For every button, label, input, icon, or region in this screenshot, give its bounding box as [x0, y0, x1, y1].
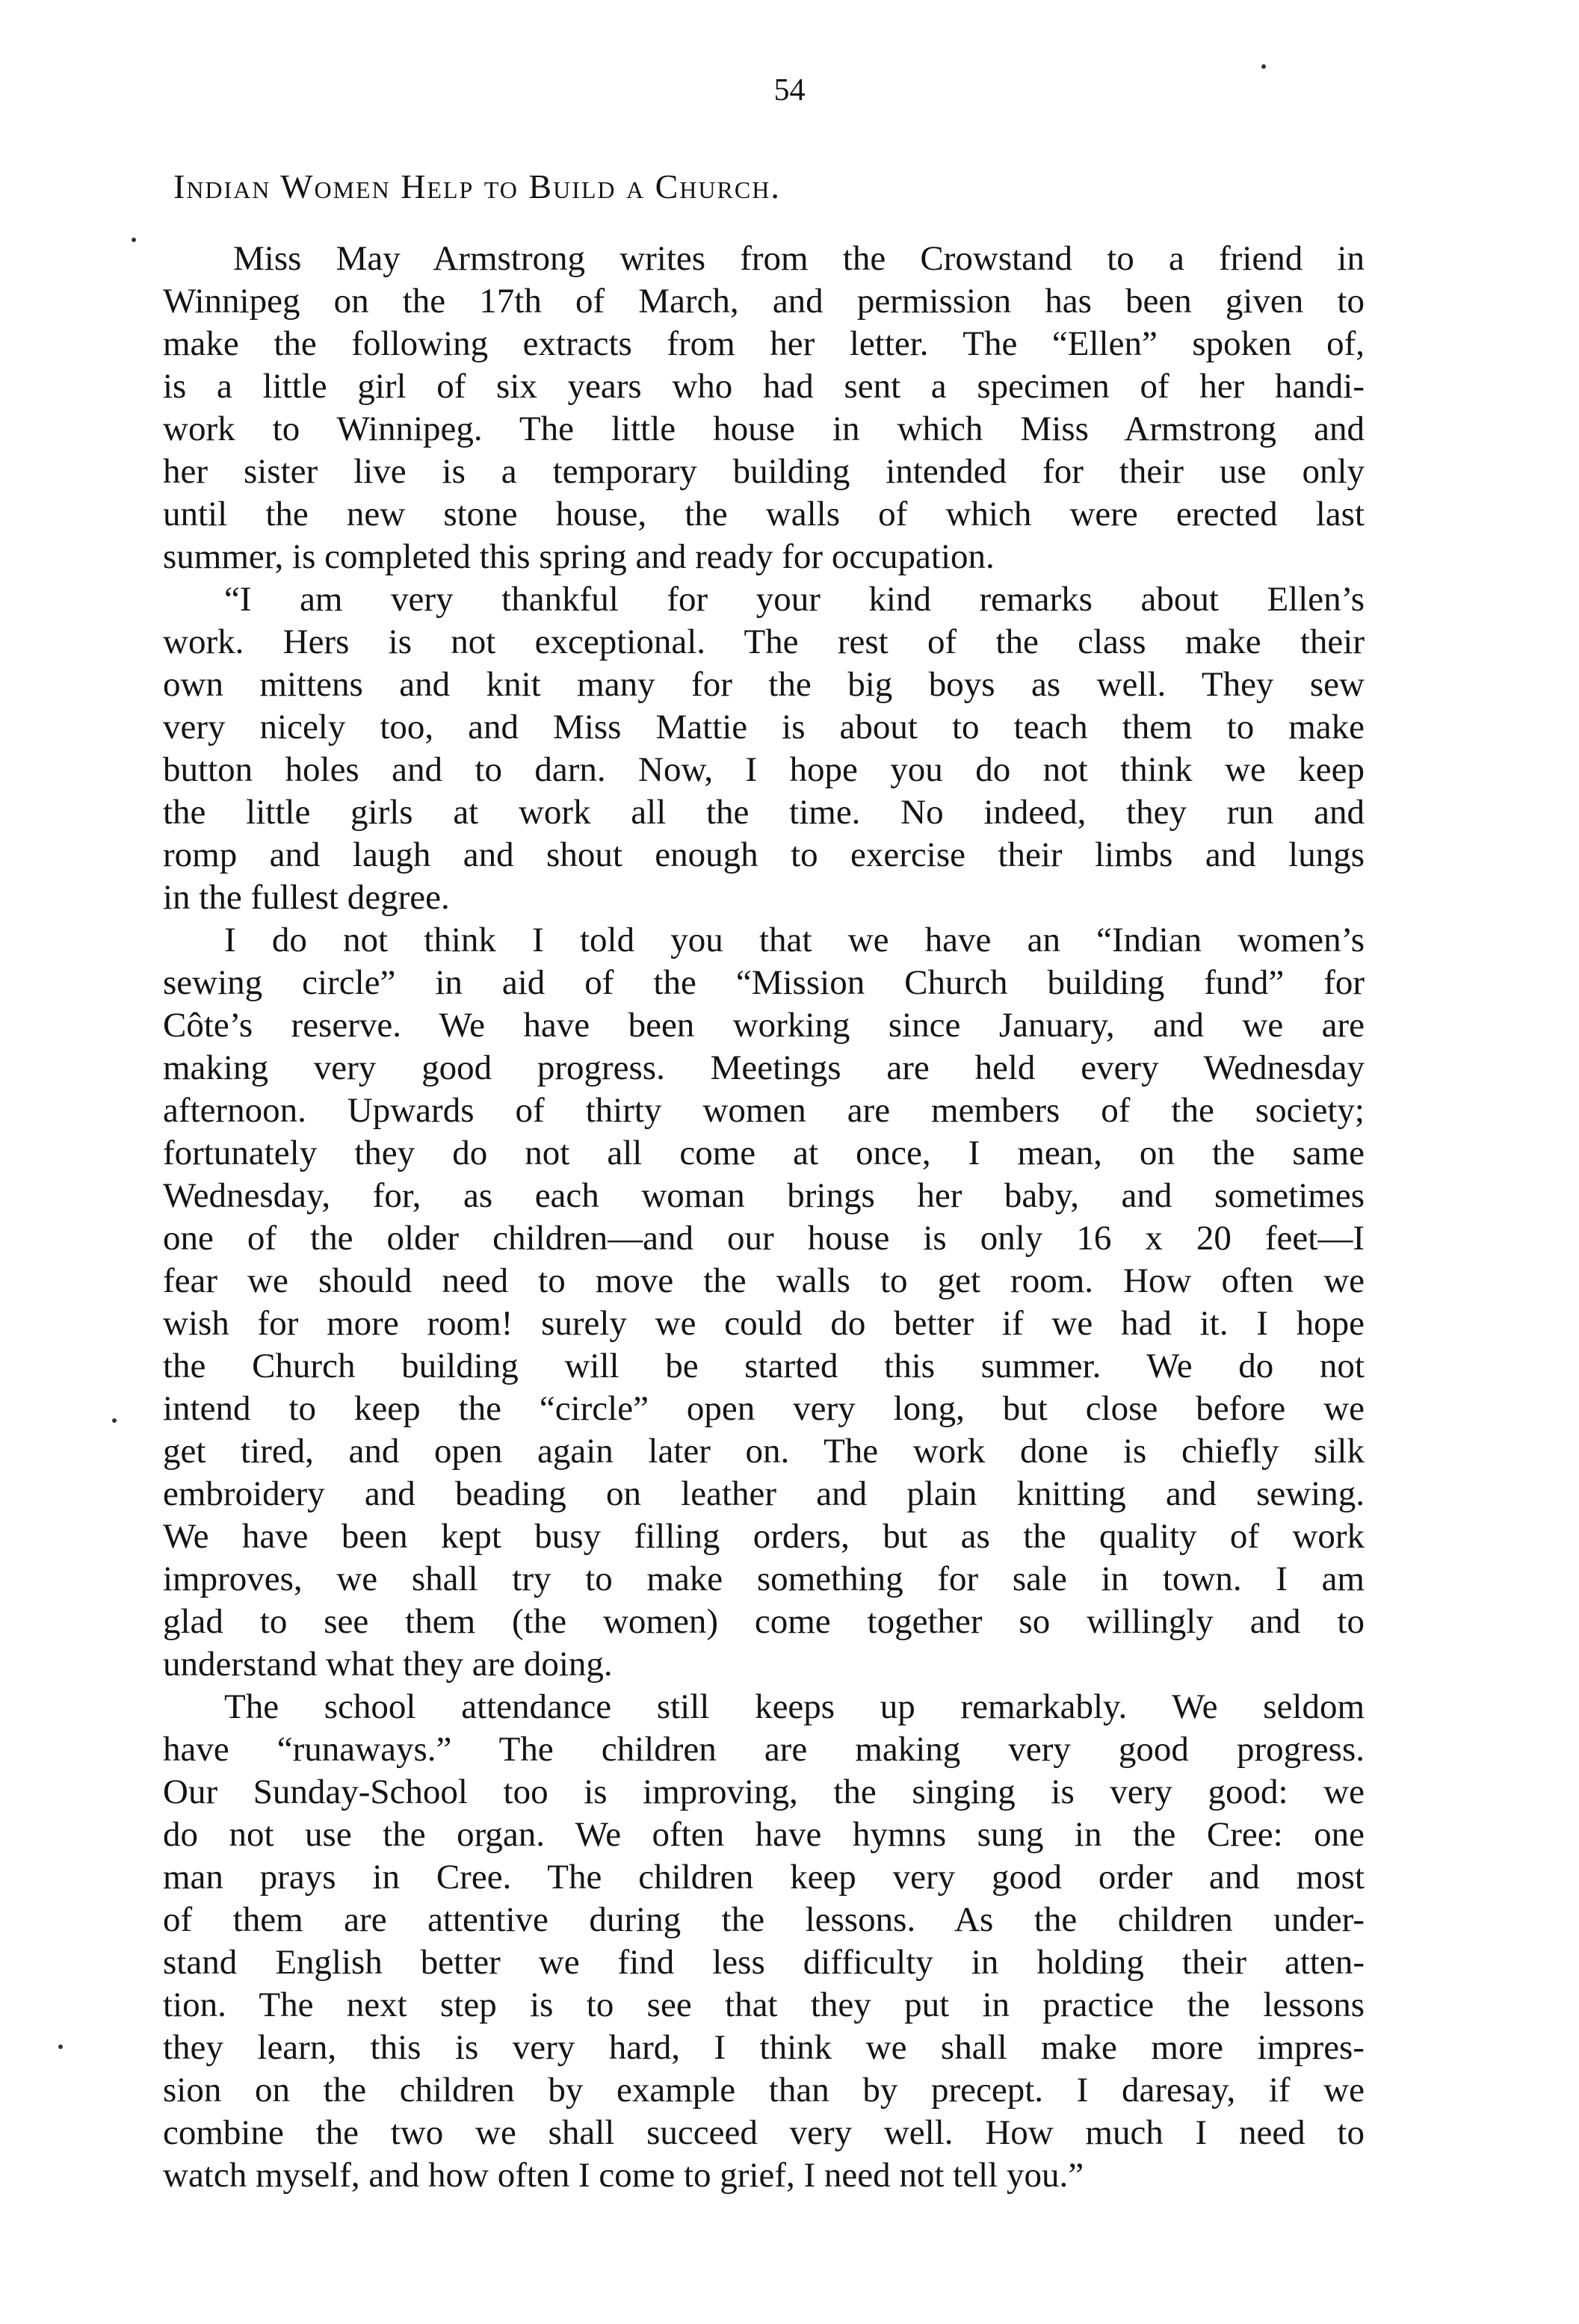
text-line: Winnipeg on the 17th of March, and permission has been given to [163, 282, 1365, 321]
text-line: summer, is completed this spring and ready for occupation. [163, 537, 995, 576]
text-line: glad to see them (the women) come together so willingly and to [163, 1602, 1365, 1641]
text-line: in the fullest degree. [163, 878, 450, 917]
text-line: sewing circle” in aid of the “Mission Church building fund” for [163, 963, 1365, 1002]
scan-speck [58, 2045, 63, 2049]
text-line: one of the older children—and our house is only 16 x 20 feet—I [163, 1219, 1365, 1258]
text-line: wish for more room! surely we could do better if we had it. I hope [163, 1304, 1365, 1343]
text-line: romp and laugh and shout enough to exercise their limbs and lungs [163, 835, 1365, 874]
text-line: of them are attentive during the lessons. As the children under- [163, 1900, 1365, 1939]
text-line: Our Sunday-School too is improving, the singing is very good: we [163, 1773, 1365, 1811]
text-line: her sister live is a temporary building intended for their use only [163, 452, 1365, 491]
text-line: own mittens and knit many for the big boys as well. They sew [163, 665, 1365, 704]
text-line: understand what they are doing. [163, 1645, 613, 1684]
text-line: Miss May Armstrong writes from the Crowstand to a friend in [233, 239, 1365, 278]
text-line: they learn, this is very hard, I think we shall make more impres- [163, 2028, 1365, 2067]
scan-speck [112, 1418, 117, 1423]
text-line: The school attendance still keeps up remarkably. We seldom [224, 1687, 1365, 1726]
text-line: work. Hers is not exceptional. The rest of the class make their [163, 622, 1365, 661]
text-line: Côte’s reserve. We have been working since January, and we are [163, 1006, 1365, 1045]
text-line: Wednesday, for, as each woman brings her baby, and sometimes [163, 1176, 1365, 1215]
page-number: 54 [773, 73, 806, 108]
text-line: intend to keep the “circle” open very long, but close before we [163, 1389, 1365, 1428]
text-line: We have been kept busy filling orders, but as the quality of work [163, 1517, 1365, 1556]
text-line: embroidery and beading on leather and plain knitting and sewing. [163, 1474, 1365, 1513]
text-line: watch myself, and how often I come to grief, I need not tell you.” [163, 2156, 1084, 2195]
text-line: improves, we shall try to make something for sale in town. I am [163, 1560, 1365, 1598]
text-line: “I am very thankful for your kind remarks about Ellen’s [224, 580, 1365, 619]
text-line: work to Winnipeg. The little house in which Miss Armstrong and [163, 410, 1365, 448]
text-line: the Church building will be started this summer. We do not [163, 1347, 1365, 1385]
text-line: until the new stone house, the walls of which were erected last [163, 495, 1365, 534]
text-line: make the following extracts from her letter. The “Ellen” spoken of, [163, 324, 1365, 363]
text-line: is a little girl of six years who had sent a specimen of her handi- [163, 367, 1365, 406]
text-line: very nicely too, and Miss Mattie is about to teach them to make [163, 708, 1365, 747]
text-line: I do not think I told you that we have an “Indian women’s [224, 921, 1365, 959]
scan-speck [1261, 64, 1266, 69]
text-line: sion on the children by example than by precept. I daresay, if we [163, 2071, 1365, 2110]
article-heading: Indian Women Help to Build a Church. [173, 167, 781, 205]
text-line: fortunately they do not all come at once, I mean, on the same [163, 1134, 1365, 1172]
text-line: combine the two we shall succeed very well. How much I need to [163, 2113, 1365, 2152]
text-line: stand English better we find less difficulty in holding their atten- [163, 1943, 1365, 1982]
text-line: button holes and to darn. Now, I hope you do not think we keep [163, 750, 1365, 789]
text-line: fear we should need to move the walls to get room. How often we [163, 1261, 1365, 1300]
text-line: afternoon. Upwards of thirty women are members of the society; [163, 1091, 1365, 1130]
text-line: making very good progress. Meetings are held every Wednesday [163, 1048, 1365, 1087]
text-line: the little girls at work all the time. No indeed, they run and [163, 793, 1365, 832]
text-line: man prays in Cree. The children keep very good order and most [163, 1858, 1365, 1897]
scan-speck [132, 238, 136, 242]
text-line: do not use the organ. We often have hymns sung in the Cree: one [163, 1815, 1365, 1854]
text-line: get tired, and open again later on. The work done is chiefly silk [163, 1432, 1365, 1471]
text-line: tion. The next step is to see that they put in practice the lessons [163, 1985, 1365, 2024]
text-line: have “runaways.” The children are making very good progress. [163, 1730, 1365, 1769]
